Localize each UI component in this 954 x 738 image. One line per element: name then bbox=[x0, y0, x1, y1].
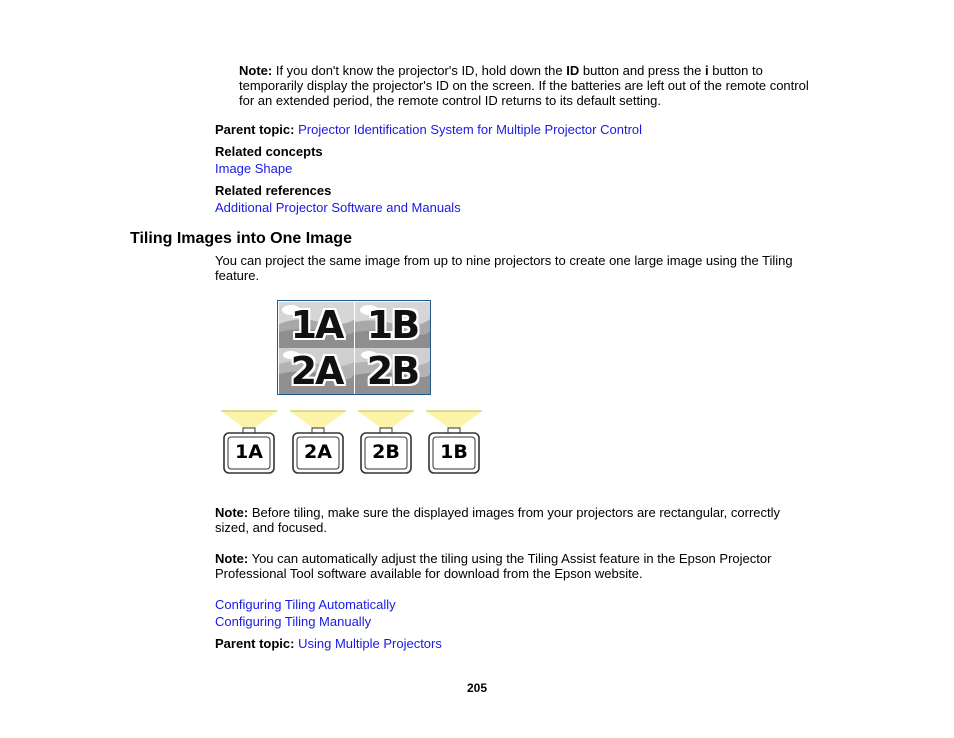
projector-1b bbox=[424, 409, 484, 475]
projector-label: 1B bbox=[440, 441, 468, 463]
tile-label: 1A bbox=[290, 303, 343, 347]
tiled-screen-figure bbox=[277, 300, 431, 395]
parent-topic-link[interactable]: Using Multiple Projectors bbox=[298, 636, 442, 651]
note-2-text: Before tiling, make sure the displayed images from your projectors are rectangular, correctly bbox=[248, 505, 781, 520]
tile-label: 2A bbox=[290, 349, 343, 393]
tile-2a bbox=[279, 348, 354, 394]
note-1-i-word: i bbox=[705, 63, 709, 78]
link-configuring-tiling-automatically[interactable]: Configuring Tiling Automatically bbox=[215, 597, 396, 612]
note-1 bbox=[239, 63, 829, 108]
note-3-line-2: Professional Tool software available for download from the Epson website. bbox=[215, 566, 643, 581]
parent-topic-label: Parent topic: bbox=[215, 122, 295, 137]
note-2-line-2: sized, and focused. bbox=[215, 520, 328, 535]
note-1-text-b: button and press the bbox=[579, 63, 706, 78]
note-1-line-2: temporarily display the projector's ID on the screen. If the batteries are left out of the remote control bbox=[239, 78, 809, 93]
note-2-prefix: Note: bbox=[215, 505, 249, 520]
tile-1b bbox=[355, 302, 430, 348]
tile-label: 2B bbox=[366, 349, 419, 393]
projector-2a bbox=[288, 409, 348, 475]
projector-label: 2B bbox=[372, 441, 400, 463]
section-title: Tiling Images into One Image bbox=[130, 230, 352, 247]
tile-2b bbox=[355, 348, 430, 394]
related-references-heading: Related references bbox=[215, 183, 332, 198]
note-1-prefix: Note: bbox=[239, 63, 273, 78]
intro-line-2: feature. bbox=[215, 268, 260, 283]
note-3-prefix: Note: bbox=[215, 551, 249, 566]
projector-label: 2A bbox=[304, 441, 332, 463]
tile-1a bbox=[279, 302, 354, 348]
note-1-line-3: for an extended period, the remote control ID returns to its default setting. bbox=[239, 93, 662, 108]
parent-topic-1 bbox=[215, 122, 642, 137]
note-3-text: You can automatically adjust the tiling using the Tiling Assist feature in the Epson Projector bbox=[248, 551, 772, 566]
note-2-line-1 bbox=[215, 505, 815, 520]
note-1-id-word: ID bbox=[566, 63, 580, 78]
intro-paragraph bbox=[215, 253, 815, 283]
projector-1a bbox=[219, 409, 279, 475]
page-number: 205 bbox=[467, 681, 488, 695]
related-reference-link[interactable]: Additional Projector Software and Manuals bbox=[215, 200, 461, 215]
parent-topic-label: Parent topic: bbox=[215, 636, 295, 651]
projector-label: 1A bbox=[235, 441, 263, 463]
intro-line-1: You can project the same image from up to nine projectors to create one large image using the Tiling bbox=[215, 253, 793, 268]
note-3 bbox=[215, 551, 815, 581]
parent-topic-link[interactable]: Projector Identification System for Multiple Projector Control bbox=[298, 122, 643, 137]
related-concept-link-image-shape[interactable]: Image Shape bbox=[215, 161, 293, 176]
note-1-text-a: If you don't know the projector's ID, hold down the bbox=[272, 63, 567, 78]
note-3-line-1 bbox=[215, 551, 815, 566]
tile-label: 1B bbox=[366, 303, 419, 347]
note-1-line-1 bbox=[239, 63, 829, 78]
note-2 bbox=[215, 505, 815, 535]
note-1-text-c: button to bbox=[708, 63, 763, 78]
parent-topic-2 bbox=[215, 636, 442, 651]
related-concepts-heading: Related concepts bbox=[215, 144, 323, 159]
projector-2b bbox=[356, 409, 416, 475]
link-configuring-tiling-manually[interactable]: Configuring Tiling Manually bbox=[215, 614, 372, 629]
